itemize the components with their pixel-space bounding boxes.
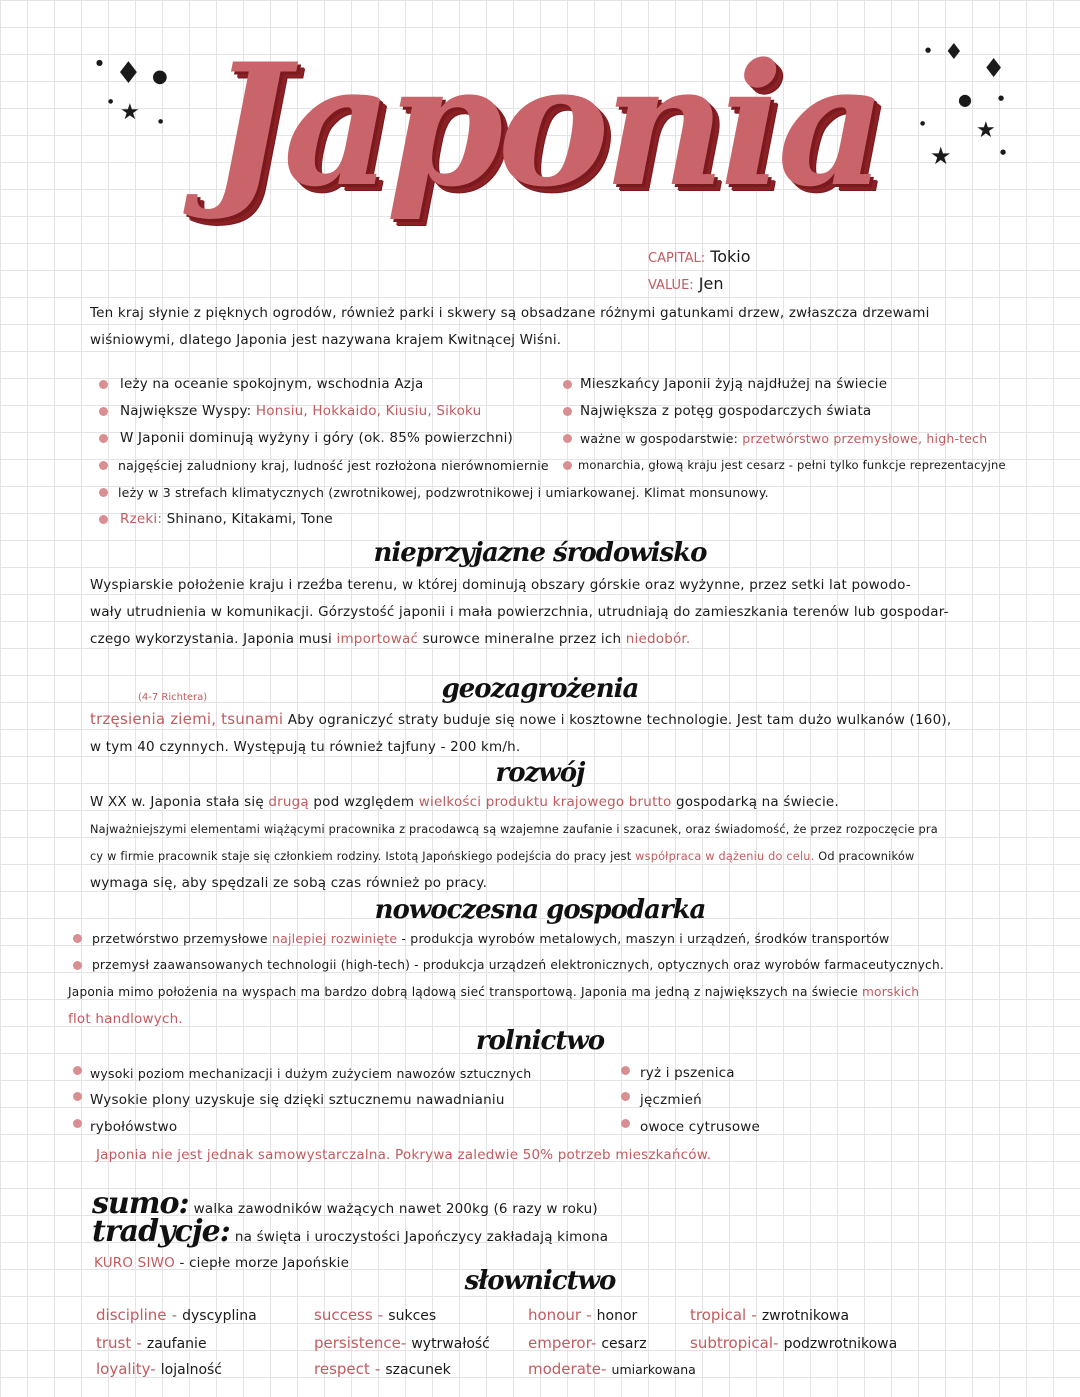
bullet-dot xyxy=(99,515,108,524)
list-item-value: Shinano, Kitakami, Tone xyxy=(166,511,333,527)
star-icon: ★ xyxy=(120,100,140,125)
vocab-item: emperor- cesarz xyxy=(528,1334,647,1352)
dot-icon: ● xyxy=(108,98,114,105)
section-paragraph xyxy=(90,572,1040,653)
capital-row xyxy=(648,247,751,266)
currency-value: Jen xyxy=(698,274,724,293)
dot-icon: ● xyxy=(96,58,103,67)
currency-label: VALUE: xyxy=(648,278,694,293)
highlight-text: drugą xyxy=(268,794,309,810)
list-item: ryż i pszenica xyxy=(640,1065,735,1081)
list-item: monarchia, głową kraju jest cesarz - pełni tylko funkcje reprezentacyjne xyxy=(578,458,1006,472)
text-run: Japonia mimo położenia na wyspach ma bardzo dobrą lądową sieć transportową. Japonia ma jedną z największych na świecie xyxy=(68,985,858,999)
bullet-dot xyxy=(99,434,108,443)
list-item: owoce cytrusowe xyxy=(640,1119,761,1135)
section-heading: rozwój xyxy=(495,758,585,788)
bullet-dot xyxy=(621,1119,630,1128)
capital-value: Tokio xyxy=(710,247,751,266)
agriculture-note: Japonia nie jest jednak samowystarczalna. Pokrywa zaledwie 50% potrzeb mieszkańców. xyxy=(96,1147,712,1163)
list-item xyxy=(92,925,889,952)
bullet-dot xyxy=(73,1119,82,1128)
bullet-dot xyxy=(99,488,108,497)
dot-icon: ● xyxy=(925,46,932,54)
planet-icon: ● xyxy=(958,90,972,109)
list-item-prefix: Największe Wyspy: xyxy=(120,403,252,419)
paragraph-line xyxy=(90,843,1040,870)
text-run: Aby ograniczyć straty buduje się nowe i kosztowne technologie. Jest tam dużo wulkanów (160), xyxy=(287,712,952,728)
highlight-text: morskich xyxy=(861,985,920,999)
vocab-english: loyality xyxy=(96,1360,151,1378)
vocab-item: loyality- lojalność xyxy=(96,1360,223,1378)
tradycje-text: na święta i uroczystości Japończycy zakładają kimona xyxy=(234,1229,609,1245)
list-item xyxy=(120,398,481,425)
intro-paragraph xyxy=(90,300,1040,354)
page-title: Japonia xyxy=(209,26,881,224)
list-item: jęczmień xyxy=(640,1092,702,1108)
section-heading: nieprzyjazne środowisko xyxy=(373,538,707,568)
vocab-polish: cesarz xyxy=(601,1336,647,1352)
vocab-polish: honor xyxy=(596,1308,638,1324)
vocab-english: honour xyxy=(528,1306,582,1324)
highlight-text: trzęsienia ziemi, tsunami xyxy=(90,710,284,728)
bullet-dot xyxy=(99,407,108,416)
vocab-item: moderate- umiarkowana xyxy=(528,1360,696,1378)
list-item: leży w 3 strefach klimatycznych (zwrotnikowej, podzwrotnikowej i umiarkowanej. Klimat monsunowy. xyxy=(118,485,769,500)
intro-line: Ten kraj słynie z pięknych ogrodów, również parki i skwery są obsadzane różnymi gatunkami drzew, zwłaszcza drzewami xyxy=(90,305,930,321)
bullet-dot xyxy=(621,1092,630,1101)
list-item xyxy=(120,506,333,533)
star-icon: ★ xyxy=(930,142,952,170)
paragraph-line: Wyspiarskie położenie kraju i rzeźba terenu, w której dominują obszary górskie oraz wyżynne, przez setki lat powodo- xyxy=(90,577,911,593)
sparkle-diamond-icon: ♦ xyxy=(115,56,142,91)
text-run: pod względem xyxy=(313,794,415,810)
list-item: Wysokie plony uzyskuje się dzięki sztucznemu nawadnianiu xyxy=(90,1092,505,1108)
vocab-english: subtropical xyxy=(690,1334,774,1352)
vocab-english: emperor xyxy=(528,1334,591,1352)
sumo-text: walka zawodników ważących nawet 200kg (6 razy w roku) xyxy=(193,1201,598,1217)
text-run: gospodarką na świecie. xyxy=(676,794,839,810)
vocab-polish: szacunek xyxy=(385,1362,451,1378)
bullet-dot xyxy=(99,461,108,470)
vocab-polish: umiarkowana xyxy=(611,1362,696,1377)
vocab-english: tropical xyxy=(690,1306,747,1324)
vocab-english: respect xyxy=(314,1360,370,1378)
highlight-text: najlepiej rozwinięte xyxy=(272,931,398,946)
vocab-item: subtropical- podzwrotnikowa xyxy=(690,1334,898,1352)
paragraph-line: wymaga się, aby spędzali ze sobą czas również po pracy. xyxy=(90,875,488,891)
richter-note: (4-7 Richtera) xyxy=(138,692,208,703)
text-run: cy w firmie pracownik staje się członkiem rodziny. Istotą Japońskiego podejścia do pracy jest xyxy=(90,850,632,863)
list-item: wysoki poziom mechanizacji i dużym zużyciem nawozów sztucznych xyxy=(90,1066,532,1081)
list-item xyxy=(580,425,987,452)
dot-icon: ● xyxy=(920,120,926,127)
sumo-label: sumo: xyxy=(92,1186,189,1221)
bullet-dot xyxy=(621,1066,630,1075)
vocab-english: discipline xyxy=(96,1306,167,1324)
vocab-polish: lojalność xyxy=(160,1362,223,1378)
text-run: czego wykorzystania. Japonia musi xyxy=(90,631,332,647)
currency-row xyxy=(648,274,723,293)
vocab-polish: sukces xyxy=(388,1308,437,1324)
list-item: przemysł zaawansowanych technologii (high-tech) - produkcja urządzeń elektronicznych, optycznych oraz wyrobów farmaceutycznych. xyxy=(92,958,944,972)
vocab-item: respect - szacunek xyxy=(314,1360,451,1378)
list-item-value: przetwórstwo przemysłowe, high-tech xyxy=(742,431,988,446)
vocab-item: trust - zaufanie xyxy=(96,1334,207,1352)
section-heading: nowoczesna gospodarka xyxy=(374,895,706,925)
paragraph-line xyxy=(90,789,1040,816)
bullet-dot xyxy=(99,380,108,389)
paragraph-line: Najważniejszymi elementami wiążącymi pracownika z pracodawcą są wzajemne zaufanie i szacunek, oraz świadomość, że przez rozpoczęcie pra xyxy=(90,823,938,836)
vocab-item: tropical - zwrotnikowa xyxy=(690,1306,850,1324)
highlight-text: niedobór. xyxy=(625,631,691,647)
text-run: przetwórstwo przemysłowe xyxy=(92,931,268,946)
vocab-english: moderate xyxy=(528,1360,602,1378)
section-paragraph xyxy=(90,789,1040,897)
paragraph-line: flot handlowych. xyxy=(68,1011,183,1027)
bullet-dot xyxy=(73,1066,82,1075)
paragraph-line: w tym 40 czynnych. Występują tu również tajfuny - 200 km/h. xyxy=(90,739,521,755)
vocab-english: persistence xyxy=(314,1334,401,1352)
vocab-english: trust xyxy=(96,1334,132,1352)
vocab-item: persistence- wytrwałość xyxy=(314,1334,490,1352)
bullet-dot xyxy=(73,934,82,943)
vocab-english: success xyxy=(314,1306,373,1324)
list-item: najgęściej zaludniony kraj, ludność jest rozłożona nierównomiernie xyxy=(118,458,549,473)
tradycje-row xyxy=(92,1214,608,1251)
vocab-polish: zaufanie xyxy=(146,1336,207,1352)
highlight-text: importować xyxy=(336,631,419,647)
text-run: Od pracowników xyxy=(818,850,915,863)
dot-icon: ● xyxy=(158,118,164,125)
paragraph-line: wały utrudnienia w komunikacji. Górzystość japonii i mała powierzchnia, utrudniają do zamieszkania terenów lub gospodar- xyxy=(90,604,949,620)
list-item: rybołówstwo xyxy=(90,1119,178,1135)
section-heading: geozagrożenia xyxy=(441,674,639,704)
bullet-dot xyxy=(73,961,82,970)
paragraph-line xyxy=(68,979,1038,1006)
star-icon: ★ xyxy=(976,118,996,143)
tradycje-label: tradycje: xyxy=(92,1214,230,1249)
vocab-polish: dyscyplina xyxy=(182,1308,257,1324)
highlight-text: współpraca w dążeniu do celu. xyxy=(635,850,815,863)
list-item-value: Honsiu, Hokkaido, Kiusiu, Sikoku xyxy=(255,403,482,419)
dot-icon: ● xyxy=(998,94,1005,102)
bullet-dot xyxy=(73,1092,82,1101)
sparkle-diamond-icon: ♦ xyxy=(944,40,964,65)
list-item: W Japonii dominują wyżyny i góry (ok. 85% powierzchni) xyxy=(120,430,514,446)
section-heading: rolnictwo xyxy=(475,1026,605,1056)
vocab-item: honour - honor xyxy=(528,1306,638,1324)
list-item: Mieszkańcy Japonii żyją najdłużej na świecie xyxy=(580,376,888,392)
planet-icon: ● xyxy=(152,66,168,87)
section-paragraph xyxy=(90,706,1040,761)
highlight-text: wielkości produktu krajowego brutto xyxy=(418,794,672,810)
text-run: W XX w. Japonia stała się xyxy=(90,794,264,810)
vocab-polish: podzwrotnikowa xyxy=(783,1336,898,1352)
paragraph-line xyxy=(90,706,1040,734)
paragraph-line xyxy=(90,626,1040,653)
bullet-dot xyxy=(563,380,572,389)
bullet-dot xyxy=(563,434,572,443)
vocab-item: success - sukces xyxy=(314,1306,437,1324)
kuro-siwo-text: - ciepłe morze Japońskie xyxy=(179,1255,350,1271)
bullet-dot xyxy=(563,407,572,416)
dot-icon: ● xyxy=(1000,148,1007,156)
vocab-item: discipline - dyscyplina xyxy=(96,1306,257,1324)
vocab-polish: zwrotnikowa xyxy=(761,1308,850,1324)
vocab-polish: wytrwałość xyxy=(411,1336,490,1352)
list-item-prefix: ważne w gospodarstwie: xyxy=(580,431,739,446)
bullet-dot xyxy=(563,461,572,470)
capital-label: CAPITAL: xyxy=(648,251,706,266)
intro-line: wiśniowymi, dlatego Japonia jest nazywana krajem Kwitnącej Wiśni. xyxy=(90,332,562,348)
section-heading: słownictwo xyxy=(464,1266,616,1296)
text-run: - produkcja wyrobów metalowych, maszyn i urządzeń, środków transportów xyxy=(401,931,890,946)
kuro-siwo-label: KURO SIWO xyxy=(94,1255,175,1271)
text-run: surowce mineralne przez ich xyxy=(422,631,622,647)
sparkle-diamond-icon: ♦ xyxy=(982,54,1006,84)
list-item-prefix: Rzeki: xyxy=(120,511,163,527)
list-item: Największa z potęg gospodarczych świata xyxy=(580,403,872,419)
list-item: leży na oceanie spokojnym, wschodnia Azja xyxy=(120,376,424,392)
